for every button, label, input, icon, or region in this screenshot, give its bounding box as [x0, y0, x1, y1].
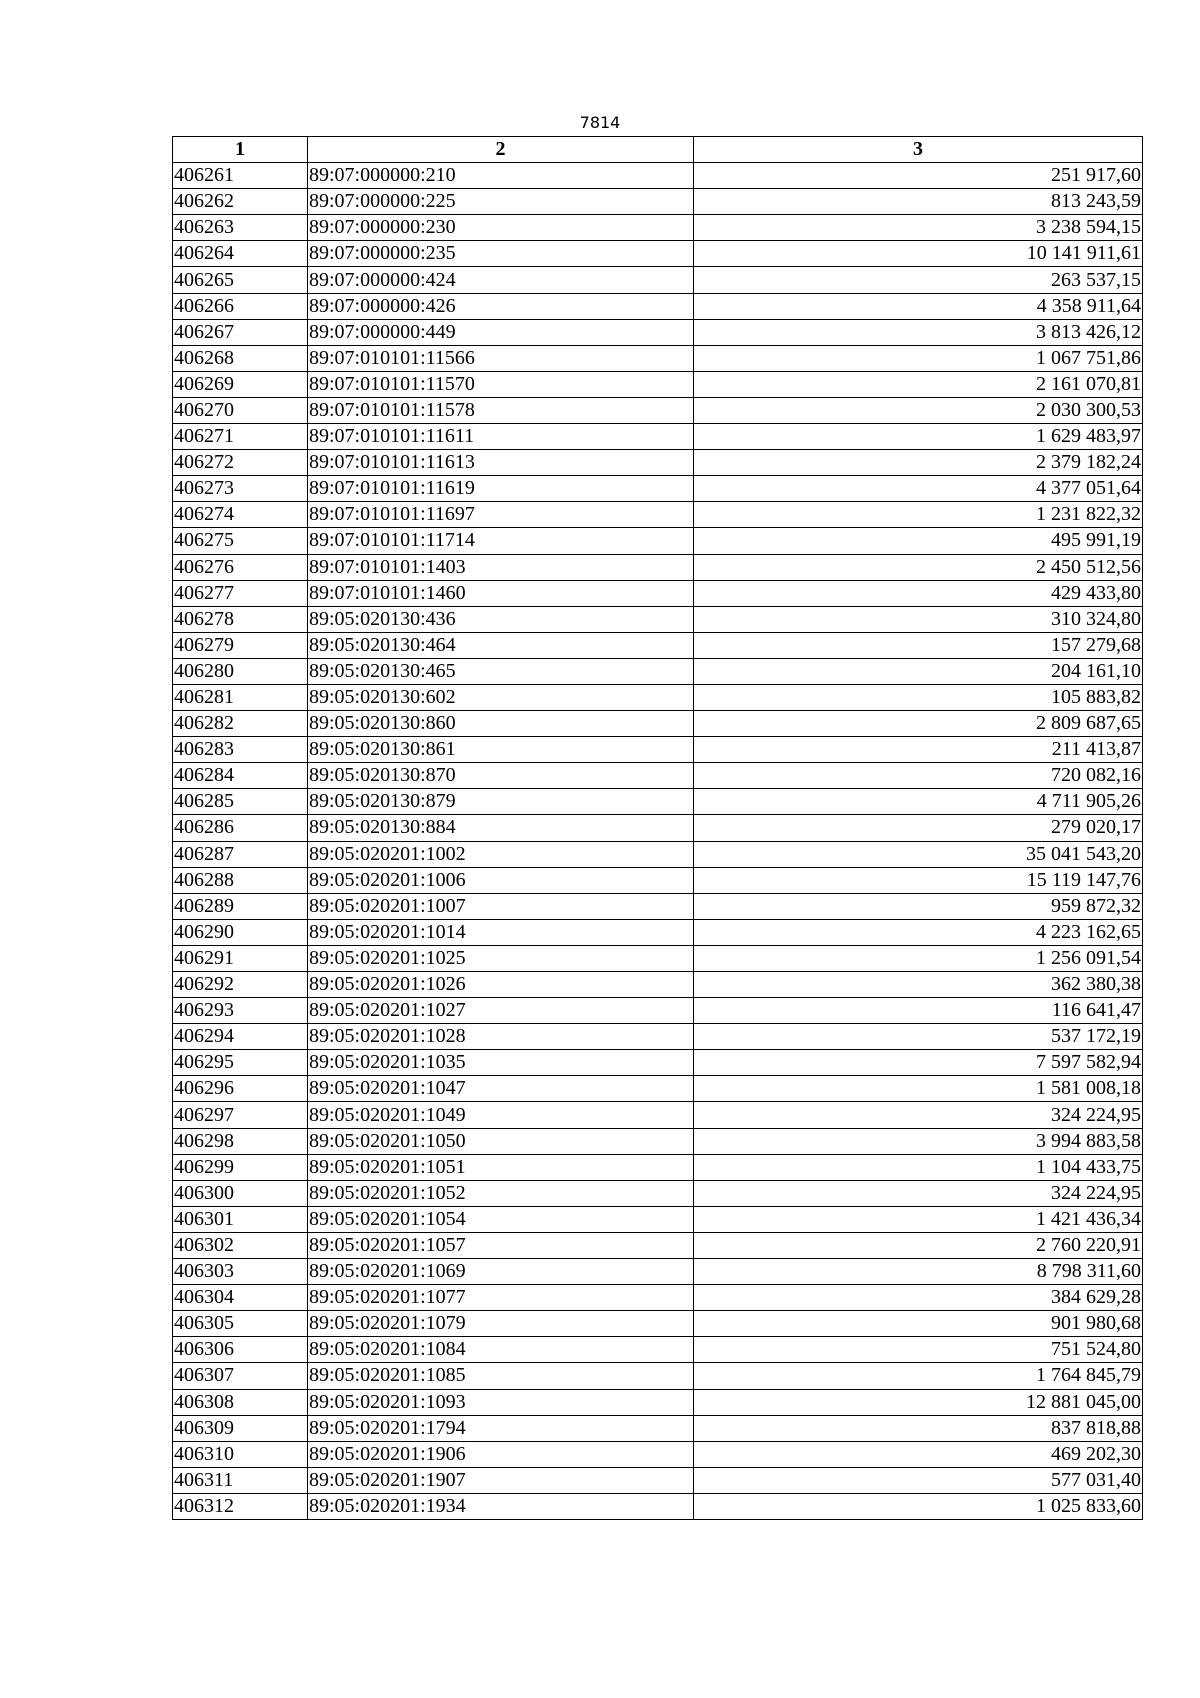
- header-row: [173, 137, 1143, 163]
- table-row: [173, 711, 1143, 737]
- table-row: [173, 1363, 1143, 1389]
- table-row: [173, 371, 1143, 397]
- row-number-cell: 406301: [173, 1206, 308, 1232]
- table-row: [173, 684, 1143, 710]
- table-row: [173, 1180, 1143, 1206]
- row-number-cell: 406275: [173, 528, 308, 554]
- cadastral-number-cell: 89:05:020130:464: [308, 632, 694, 658]
- cadastral-number-cell: 89:07:000000:225: [308, 189, 694, 215]
- cadastral-number-cell: 89:07:000000:230: [308, 215, 694, 241]
- cadastral-number-cell: 89:05:020201:1907: [308, 1467, 694, 1493]
- row-number-cell: 406302: [173, 1232, 308, 1258]
- table-header: [173, 137, 1143, 163]
- row-number-cell: 406274: [173, 502, 308, 528]
- cadastral-value-cell: 959 872,32: [694, 893, 1143, 919]
- cadastral-number-cell: 89:05:020130:861: [308, 737, 694, 763]
- table-row: [173, 606, 1143, 632]
- cadastral-number-cell: 89:05:020201:1906: [308, 1441, 694, 1467]
- table-row: [173, 658, 1143, 684]
- row-number-cell: 406265: [173, 267, 308, 293]
- cadastral-number-cell: 89:05:020201:1006: [308, 867, 694, 893]
- table-row: [173, 397, 1143, 423]
- table-row: [173, 528, 1143, 554]
- row-number-cell: 406262: [173, 189, 308, 215]
- row-number-cell: 406264: [173, 241, 308, 267]
- table-row: [173, 1311, 1143, 1337]
- table-row: [173, 163, 1143, 189]
- cadastral-number-cell: 89:05:020201:1002: [308, 841, 694, 867]
- cadastral-value-cell: 837 818,88: [694, 1415, 1143, 1441]
- table-row: [173, 450, 1143, 476]
- row-number-cell: 406281: [173, 684, 308, 710]
- cadastral-number-cell: 89:07:010101:1460: [308, 580, 694, 606]
- table-row: [173, 1128, 1143, 1154]
- table-row: [173, 1467, 1143, 1493]
- cadastral-number-cell: 89:05:020201:1069: [308, 1259, 694, 1285]
- cadastral-value-cell: 2 760 220,91: [694, 1232, 1143, 1258]
- row-number-cell: 406299: [173, 1154, 308, 1180]
- cadastral-number-cell: 89:05:020201:1027: [308, 998, 694, 1024]
- cadastral-value-cell: 4 358 911,64: [694, 293, 1143, 319]
- table-row: [173, 737, 1143, 763]
- row-number-cell: 406271: [173, 424, 308, 450]
- cadastral-value-cell: 495 991,19: [694, 528, 1143, 554]
- cadastral-value-cell: 7 597 582,94: [694, 1050, 1143, 1076]
- row-number-cell: 406279: [173, 632, 308, 658]
- table-row: [173, 1024, 1143, 1050]
- cadastral-number-cell: 89:05:020201:1051: [308, 1154, 694, 1180]
- cadastral-number-cell: 89:05:020201:1035: [308, 1050, 694, 1076]
- cadastral-number-cell: 89:05:020201:1026: [308, 972, 694, 998]
- cadastral-value-cell: 469 202,30: [694, 1441, 1143, 1467]
- row-number-cell: 406284: [173, 763, 308, 789]
- row-number-cell: 406291: [173, 945, 308, 971]
- table-row: [173, 1493, 1143, 1519]
- cadastral-value-cell: 1 629 483,97: [694, 424, 1143, 450]
- cadastral-value-cell: 2 809 687,65: [694, 711, 1143, 737]
- table-row: [173, 1441, 1143, 1467]
- row-number-cell: 406293: [173, 998, 308, 1024]
- cadastral-value-cell: 204 161,10: [694, 658, 1143, 684]
- row-number-cell: 406276: [173, 554, 308, 580]
- row-number-cell: 406311: [173, 1467, 308, 1493]
- table-row: [173, 972, 1143, 998]
- table-row: [173, 345, 1143, 371]
- cadastral-number-cell: 89:05:020201:1077: [308, 1285, 694, 1311]
- row-number-cell: 406286: [173, 815, 308, 841]
- cadastral-number-cell: 89:07:000000:235: [308, 241, 694, 267]
- table-row: [173, 476, 1143, 502]
- cadastral-value-cell: 35 041 543,20: [694, 841, 1143, 867]
- page-number: 7814: [579, 113, 621, 132]
- table-row: [173, 1050, 1143, 1076]
- cadastral-value-cell: 1 256 091,54: [694, 945, 1143, 971]
- column-header-1: 1: [173, 137, 308, 163]
- cadastral-value-cell: 537 172,19: [694, 1024, 1143, 1050]
- row-number-cell: 406272: [173, 450, 308, 476]
- row-number-cell: 406285: [173, 789, 308, 815]
- cadastral-number-cell: 89:07:010101:11570: [308, 371, 694, 397]
- cadastral-value-cell: 4 223 162,65: [694, 919, 1143, 945]
- cadastral-number-cell: 89:05:020201:1049: [308, 1102, 694, 1128]
- cadastral-number-cell: 89:05:020201:1050: [308, 1128, 694, 1154]
- cadastral-number-cell: 89:05:020201:1007: [308, 893, 694, 919]
- table-row: [173, 841, 1143, 867]
- table-row: [173, 1389, 1143, 1415]
- cadastral-number-cell: 89:05:020201:1084: [308, 1337, 694, 1363]
- table-row: [173, 502, 1143, 528]
- cadastral-value-cell: 2 450 512,56: [694, 554, 1143, 580]
- cadastral-value-cell: 429 433,80: [694, 580, 1143, 606]
- table-row: [173, 632, 1143, 658]
- table-body: [173, 163, 1143, 1520]
- cadastral-value-cell: 8 798 311,60: [694, 1259, 1143, 1285]
- table-row: [173, 945, 1143, 971]
- row-number-cell: 406310: [173, 1441, 308, 1467]
- cadastral-value-cell: 1 421 436,34: [694, 1206, 1143, 1232]
- cadastral-value-cell: 3 813 426,12: [694, 319, 1143, 345]
- row-number-cell: 406283: [173, 737, 308, 763]
- cadastral-number-cell: 89:07:010101:11697: [308, 502, 694, 528]
- cadastral-value-cell: 1 231 822,32: [694, 502, 1143, 528]
- cadastral-value-cell: 263 537,15: [694, 267, 1143, 293]
- cadastral-value-cell: 2 379 182,24: [694, 450, 1143, 476]
- cadastral-number-cell: 89:05:020201:1025: [308, 945, 694, 971]
- table-row: [173, 319, 1143, 345]
- cadastral-number-cell: 89:05:020201:1093: [308, 1389, 694, 1415]
- row-number-cell: 406298: [173, 1128, 308, 1154]
- cadastral-value-cell: 10 141 911,61: [694, 241, 1143, 267]
- cadastral-number-cell: 89:05:020130:465: [308, 658, 694, 684]
- row-number-cell: 406308: [173, 1389, 308, 1415]
- cadastral-value-cell: 279 020,17: [694, 815, 1143, 841]
- table-row: [173, 763, 1143, 789]
- table-row: [173, 215, 1143, 241]
- cadastral-value-cell: 3 994 883,58: [694, 1128, 1143, 1154]
- cadastral-value-cell: 362 380,38: [694, 972, 1143, 998]
- cadastral-number-cell: 89:05:020201:1934: [308, 1493, 694, 1519]
- table-row: [173, 1232, 1143, 1258]
- cadastral-value-cell: 105 883,82: [694, 684, 1143, 710]
- cadastral-value-cell: 813 243,59: [694, 189, 1143, 215]
- row-number-cell: 406288: [173, 867, 308, 893]
- cadastral-value-cell: 310 324,80: [694, 606, 1143, 632]
- cadastral-number-cell: 89:05:020201:1054: [308, 1206, 694, 1232]
- table-row: [173, 789, 1143, 815]
- table-row: [173, 815, 1143, 841]
- cadastral-number-cell: 89:07:010101:11619: [308, 476, 694, 502]
- cadastral-number-cell: 89:07:000000:424: [308, 267, 694, 293]
- row-number-cell: 406290: [173, 919, 308, 945]
- cadastral-value-cell: 211 413,87: [694, 737, 1143, 763]
- table-row: [173, 267, 1143, 293]
- cadastral-number-cell: 89:07:010101:11611: [308, 424, 694, 450]
- row-number-cell: 406300: [173, 1180, 308, 1206]
- cadastral-value-cell: 751 524,80: [694, 1337, 1143, 1363]
- cadastral-number-cell: 89:07:000000:426: [308, 293, 694, 319]
- cadastral-number-cell: 89:05:020130:870: [308, 763, 694, 789]
- table-row: [173, 893, 1143, 919]
- row-number-cell: 406297: [173, 1102, 308, 1128]
- row-number-cell: 406277: [173, 580, 308, 606]
- cadastral-value-cell: 4 377 051,64: [694, 476, 1143, 502]
- row-number-cell: 406289: [173, 893, 308, 919]
- table-row: [173, 1102, 1143, 1128]
- cadastral-number-cell: 89:05:020201:1028: [308, 1024, 694, 1050]
- cadastral-value-cell: 1 025 833,60: [694, 1493, 1143, 1519]
- cadastral-number-cell: 89:05:020130:860: [308, 711, 694, 737]
- cadastral-value-cell: 116 641,47: [694, 998, 1143, 1024]
- row-number-cell: 406266: [173, 293, 308, 319]
- cadastral-number-cell: 89:07:010101:1403: [308, 554, 694, 580]
- table-row: [173, 998, 1143, 1024]
- row-number-cell: 406278: [173, 606, 308, 632]
- cadastral-value-cell: 720 082,16: [694, 763, 1143, 789]
- row-number-cell: 406267: [173, 319, 308, 345]
- cadastral-value-cell: 2 030 300,53: [694, 397, 1143, 423]
- row-number-cell: 406309: [173, 1415, 308, 1441]
- table-row: [173, 1337, 1143, 1363]
- row-number-cell: 406270: [173, 397, 308, 423]
- cadastral-value-cell: 1 067 751,86: [694, 345, 1143, 371]
- cadastral-value-cell: 1 581 008,18: [694, 1076, 1143, 1102]
- row-number-cell: 406305: [173, 1311, 308, 1337]
- cadastral-value-table: [172, 136, 1143, 1520]
- column-header-2: 2: [308, 137, 694, 163]
- cadastral-value-cell: 901 980,68: [694, 1311, 1143, 1337]
- row-number-cell: 406280: [173, 658, 308, 684]
- cadastral-value-cell: 157 279,68: [694, 632, 1143, 658]
- row-number-cell: 406296: [173, 1076, 308, 1102]
- table-row: [173, 1154, 1143, 1180]
- cadastral-number-cell: 89:05:020201:1794: [308, 1415, 694, 1441]
- cadastral-number-cell: 89:05:020201:1047: [308, 1076, 694, 1102]
- row-number-cell: 406312: [173, 1493, 308, 1519]
- cadastral-number-cell: 89:05:020130:602: [308, 684, 694, 710]
- cadastral-number-cell: 89:05:020201:1014: [308, 919, 694, 945]
- table-row: [173, 241, 1143, 267]
- cadastral-value-cell: 15 119 147,76: [694, 867, 1143, 893]
- cadastral-number-cell: 89:07:010101:11714: [308, 528, 694, 554]
- cadastral-number-cell: 89:07:000000:449: [308, 319, 694, 345]
- row-number-cell: 406295: [173, 1050, 308, 1076]
- row-number-cell: 406307: [173, 1363, 308, 1389]
- row-number-cell: 406287: [173, 841, 308, 867]
- table-row: [173, 1259, 1143, 1285]
- cadastral-number-cell: 89:05:020130:436: [308, 606, 694, 632]
- cadastral-value-cell: 384 629,28: [694, 1285, 1143, 1311]
- row-number-cell: 406282: [173, 711, 308, 737]
- cadastral-number-cell: 89:05:020130:879: [308, 789, 694, 815]
- cadastral-number-cell: 89:07:010101:11578: [308, 397, 694, 423]
- row-number-cell: 406261: [173, 163, 308, 189]
- row-number-cell: 406306: [173, 1337, 308, 1363]
- cadastral-value-cell: 577 031,40: [694, 1467, 1143, 1493]
- cadastral-number-cell: 89:07:010101:11566: [308, 345, 694, 371]
- cadastral-number-cell: 89:05:020201:1052: [308, 1180, 694, 1206]
- row-number-cell: 406303: [173, 1259, 308, 1285]
- row-number-cell: 406268: [173, 345, 308, 371]
- row-number-cell: 406294: [173, 1024, 308, 1050]
- table-row: [173, 1206, 1143, 1232]
- row-number-cell: 406263: [173, 215, 308, 241]
- cadastral-number-cell: 89:07:000000:210: [308, 163, 694, 189]
- cadastral-value-cell: 4 711 905,26: [694, 789, 1143, 815]
- row-number-cell: 406273: [173, 476, 308, 502]
- table-row: [173, 1076, 1143, 1102]
- table-row: [173, 1415, 1143, 1441]
- cadastral-number-cell: 89:05:020130:884: [308, 815, 694, 841]
- column-header-3: 3: [694, 137, 1143, 163]
- cadastral-number-cell: 89:07:010101:11613: [308, 450, 694, 476]
- table-row: [173, 189, 1143, 215]
- table-row: [173, 1285, 1143, 1311]
- cadastral-value-cell: 1 764 845,79: [694, 1363, 1143, 1389]
- table-row: [173, 554, 1143, 580]
- row-number-cell: 406304: [173, 1285, 308, 1311]
- cadastral-value-cell: 12 881 045,00: [694, 1389, 1143, 1415]
- table-row: [173, 919, 1143, 945]
- row-number-cell: 406269: [173, 371, 308, 397]
- cadastral-value-cell: 251 917,60: [694, 163, 1143, 189]
- cadastral-value-cell: 324 224,95: [694, 1102, 1143, 1128]
- table-row: [173, 580, 1143, 606]
- cadastral-value-cell: 2 161 070,81: [694, 371, 1143, 397]
- cadastral-value-cell: 1 104 433,75: [694, 1154, 1143, 1180]
- table-row: [173, 424, 1143, 450]
- cadastral-value-cell: 3 238 594,15: [694, 215, 1143, 241]
- cadastral-number-cell: 89:05:020201:1085: [308, 1363, 694, 1389]
- cadastral-number-cell: 89:05:020201:1057: [308, 1232, 694, 1258]
- table-row: [173, 293, 1143, 319]
- cadastral-value-cell: 324 224,95: [694, 1180, 1143, 1206]
- cadastral-number-cell: 89:05:020201:1079: [308, 1311, 694, 1337]
- row-number-cell: 406292: [173, 972, 308, 998]
- table-row: [173, 867, 1143, 893]
